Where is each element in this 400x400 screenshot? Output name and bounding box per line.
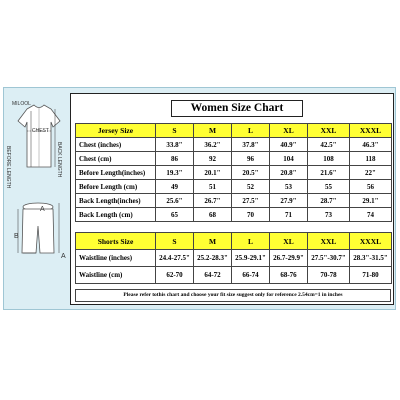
shorts-header-cell: XXXL: [350, 233, 392, 250]
table-cell: 70: [232, 208, 270, 222]
row-label: Back Length (cm): [76, 208, 156, 222]
jersey-header-cell: XL: [270, 124, 308, 138]
table-cell: 62-70: [156, 267, 194, 284]
table-cell: 104: [270, 152, 308, 166]
garment-diagram: [10, 91, 68, 306]
shorts-header-cell: L: [232, 233, 270, 250]
table-cell: 71: [270, 208, 308, 222]
jersey-header-cell: S: [156, 124, 194, 138]
table-cell: 27.5": [232, 194, 270, 208]
row-label: Chest (inches): [76, 138, 156, 152]
table-row: [76, 267, 392, 284]
shorts-header-cell: XL: [270, 233, 308, 250]
row-label: Back Length(inches): [76, 194, 156, 208]
table-cell: 28.3"-31.5": [350, 250, 392, 267]
table-cell: 70-78: [308, 267, 350, 284]
table-cell: 108: [308, 152, 350, 166]
shorts-size-table: [75, 232, 392, 284]
diagram-shorts-b-label: B: [14, 233, 19, 240]
shorts-header-cell: XXL: [308, 233, 350, 250]
shorts-header-cell: M: [194, 233, 232, 250]
table-cell: 68-76: [270, 267, 308, 284]
table-row: [76, 194, 392, 208]
table-cell: 46.3": [350, 138, 392, 152]
table-cell: 26.7-29.9": [270, 250, 308, 267]
table-cell: 64-72: [194, 267, 232, 284]
diagram-chest-label: CHEST: [32, 128, 49, 134]
jersey-header-cell: M: [194, 124, 232, 138]
jersey-size-table: [75, 123, 392, 222]
size-chart-frame: [3, 87, 396, 310]
table-cell: 26.7": [194, 194, 232, 208]
row-label: Before Length(inches): [76, 166, 156, 180]
table-cell: 96: [232, 152, 270, 166]
table-row: [76, 250, 392, 267]
jersey-header-row: [76, 124, 392, 138]
table-cell: 24.4-27.5": [156, 250, 194, 267]
table-cell: 37.8": [232, 138, 270, 152]
table-cell: 29.1": [350, 194, 392, 208]
table-cell: 27.9": [270, 194, 308, 208]
jersey-header-cell: XXXL: [350, 124, 392, 138]
table-row: [76, 166, 392, 180]
table-cell: 92: [194, 152, 232, 166]
table-cell: 68: [194, 208, 232, 222]
diagram-shorts-a-label: A: [40, 206, 45, 213]
table-cell: 25.6": [156, 194, 194, 208]
table-cell: 42.5": [308, 138, 350, 152]
table-cell: 86: [156, 152, 194, 166]
table-cell: 25.9-29.1": [232, 250, 270, 267]
table-cell: 52: [232, 180, 270, 194]
table-row: [76, 152, 392, 166]
row-label: Waistline (inches): [76, 250, 156, 267]
row-label: Chest (cm): [76, 152, 156, 166]
jersey-header-cell: Jersey Size: [76, 124, 156, 138]
table-cell: 19.3": [156, 166, 194, 180]
table-cell: 65: [156, 208, 194, 222]
chart-title: Women Size Chart: [171, 100, 303, 117]
table-cell: 74: [350, 208, 392, 222]
table-cell: 66-74: [232, 267, 270, 284]
row-label: Before Length (cm): [76, 180, 156, 194]
shorts-outline-icon: [22, 209, 54, 253]
table-cell: 22": [350, 166, 392, 180]
table-row: [76, 180, 392, 194]
table-cell: 36.2": [194, 138, 232, 152]
jersey-header-cell: L: [232, 124, 270, 138]
table-cell: 27.5"-30.7": [308, 250, 350, 267]
table-cell: 51: [194, 180, 232, 194]
table-cell: 20.8": [270, 166, 308, 180]
shorts-header-cell: Shorts Size: [76, 233, 156, 250]
table-row: [76, 138, 392, 152]
table-cell: 25.2-28.3": [194, 250, 232, 267]
shorts-header-cell: S: [156, 233, 194, 250]
shorts-header-row: [76, 233, 392, 250]
table-cell: 28.7": [308, 194, 350, 208]
table-cell: 73: [308, 208, 350, 222]
row-label: Waistline (cm): [76, 267, 156, 284]
table-cell: 56: [350, 180, 392, 194]
diagram-shorts-a2-label: A: [61, 253, 66, 260]
table-cell: 49: [156, 180, 194, 194]
diagram-before-length-label: BEFORE LENGTH: [5, 146, 11, 189]
diagram-brand: MILOOL: [12, 101, 31, 107]
table-cell: 55: [308, 180, 350, 194]
table-cell: 118: [350, 152, 392, 166]
table-cell: 40.9": [270, 138, 308, 152]
table-cell: 33.8": [156, 138, 194, 152]
size-chart-sheet: [70, 93, 394, 305]
table-cell: 20.5": [232, 166, 270, 180]
diagram-back-length-label: BACK LENGTH: [56, 142, 62, 178]
table-cell: 20.1": [194, 166, 232, 180]
table-cell: 53: [270, 180, 308, 194]
jersey-header-cell: XXL: [308, 124, 350, 138]
table-cell: 71-80: [350, 267, 392, 284]
table-cell: 21.6": [308, 166, 350, 180]
table-row: [76, 208, 392, 222]
reference-note: Please refer tothis chart and choose your fit size suggest only for reference 2.54cm=1 in inches: [75, 289, 391, 302]
